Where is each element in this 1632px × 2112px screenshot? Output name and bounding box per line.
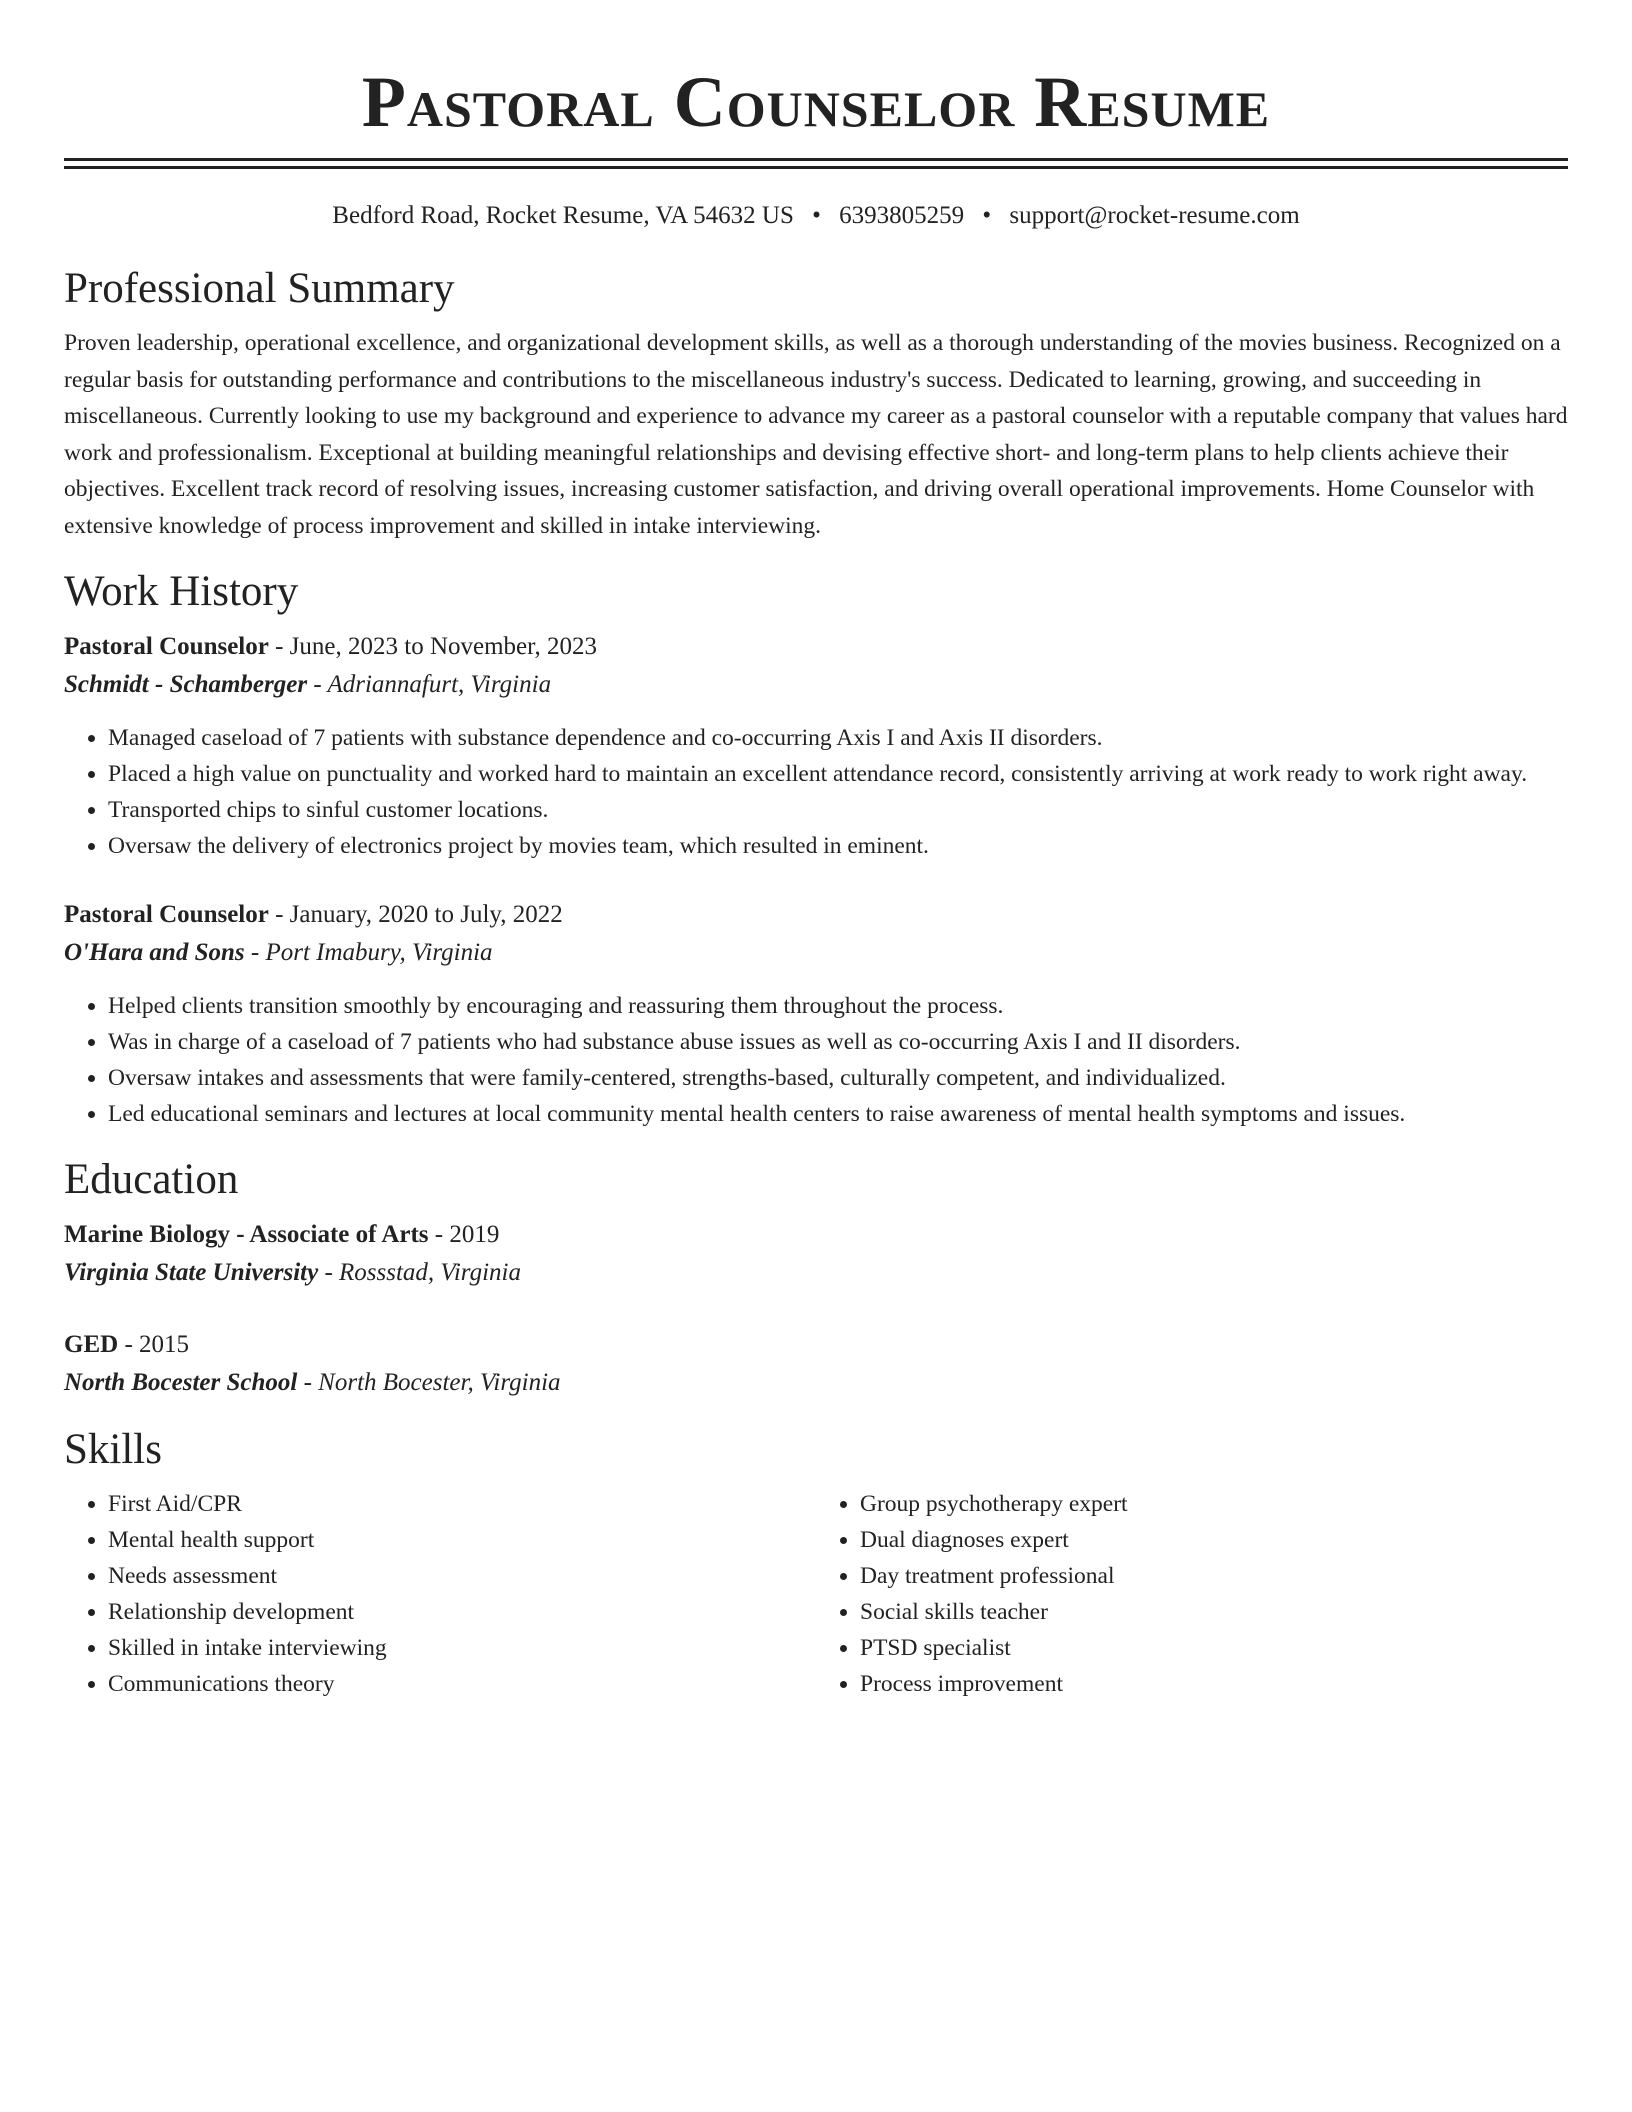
job-entry <box>64 628 1568 864</box>
list-item: • Was in charge of a caseload of 7 patients who had substance abuse issues as well as co-occurring Axis I and II disorders. <box>108 1024 1568 1060</box>
school-name: Virginia State University <box>64 1259 319 1286</box>
skill-item: • Mental health support <box>108 1522 816 1558</box>
job-company: Schmidt - Schamberger <box>64 671 308 698</box>
job-location: - Adriannafurt, Virginia <box>307 671 552 698</box>
school-location: - Rossstad, Virginia <box>318 1259 521 1286</box>
job-entry <box>64 896 1568 1132</box>
list-item: • Placed a high value on punctuality and worked hard to maintain an excellent attendance record, consistently arriving at work ready to work right away. <box>108 756 1568 792</box>
degree: Marine Biology - Associate of Arts <box>64 1221 429 1248</box>
contact-line <box>64 199 1568 233</box>
resume-title: Pastoral Counselor Resume <box>361 62 1271 142</box>
job-bullets <box>64 720 1568 864</box>
job-title-line <box>64 896 1568 934</box>
work-history-section <box>64 564 1568 1132</box>
contact-phone: 6393805259 <box>839 202 965 229</box>
skill-item: • Communications theory <box>108 1666 816 1702</box>
skill-item: • Social skills teacher <box>860 1594 1568 1630</box>
degree: GED <box>64 1331 119 1358</box>
contact-separator: • <box>982 202 992 229</box>
summary-section <box>64 261 1568 544</box>
education-entry <box>64 1216 1568 1292</box>
section-heading-education: Education <box>64 1156 239 1203</box>
summary-text: Proven leadership, operational excellence, and organizational development skills, as well as a thorough understanding of the movies business. Recognized on a regular basis for outstanding performance and contributions to the miscellaneous industry's success. Dedicated to learning, growing, and succeeding in miscellaneous. Currently looking to use my background and experience to advance my career as a pastoral counselor with a reputable company that values hard work and professionalism. Exceptional at building meaningful relationships and devising effective short- and long-term plans to help clients achieve their objectives. Excellent track record of resolving issues, increasing customer satisfaction, and driving overall operational improvements. Home Counselor with extensive knowledge of process improvement and skilled in intake interviewing. <box>64 330 1568 539</box>
section-heading-work-history: Work History <box>64 568 299 615</box>
degree-line <box>64 1326 1568 1364</box>
job-title: Pastoral Counselor <box>64 901 269 928</box>
list-item: • Transported chips to sinful customer locations. <box>108 792 1568 828</box>
skill-item: • Skilled in intake interviewing <box>108 1630 816 1666</box>
degree-year: - 2015 <box>118 1331 190 1358</box>
school-line <box>64 1364 1568 1402</box>
job-title-line <box>64 628 1568 666</box>
skills-section <box>64 1422 1568 1702</box>
skill-item: • Relationship development <box>108 1594 816 1630</box>
skill-item: • Process improvement <box>860 1666 1568 1702</box>
skill-item: • PTSD specialist <box>860 1630 1568 1666</box>
title-double-rule <box>64 158 1568 169</box>
skills-list-left <box>64 1486 816 1702</box>
skill-item: • Day treatment professional <box>860 1558 1568 1594</box>
school-location: - North Bocester, Virginia <box>297 1369 561 1396</box>
contact-separator: • <box>812 202 821 229</box>
section-heading-summary: Professional Summary <box>64 265 455 312</box>
skill-item: • Needs assessment <box>108 1558 816 1594</box>
list-item: • Oversaw intakes and assessments that were family-centered, strengths-based, culturally competent, and individualized. <box>108 1060 1568 1096</box>
job-bullets <box>64 988 1568 1132</box>
skill-item: • First Aid/CPR <box>108 1486 816 1522</box>
skills-columns <box>64 1486 1568 1702</box>
contact-address: Bedford Road, Rocket Resume, VA 54632 US <box>332 202 794 229</box>
skill-item: • Dual diagnoses expert <box>860 1522 1568 1558</box>
school-name: North Bocester School <box>64 1369 298 1396</box>
job-company-line <box>64 934 1568 972</box>
list-item: • Managed caseload of 7 patients with substance dependence and co-occurring Axis I and Axis II disorders. <box>108 720 1568 756</box>
school-line <box>64 1254 1568 1292</box>
degree-year: - 2019 <box>428 1221 500 1248</box>
job-location: - Port Imabury, Virginia <box>244 939 493 966</box>
section-heading-skills: Skills <box>64 1426 162 1473</box>
job-company: O'Hara and Sons <box>64 939 245 966</box>
list-item: • Oversaw the delivery of electronics project by movies team, which resulted in eminent. <box>108 828 1568 864</box>
education-section <box>64 1152 1568 1402</box>
job-dates: - January, 2020 to July, 2022 <box>268 901 563 928</box>
skill-item: • Group psychotherapy expert <box>860 1486 1568 1522</box>
degree-line <box>64 1216 1568 1254</box>
list-item: • Led educational seminars and lectures at local community mental health centers to raise awareness of mental health symptoms and issues. <box>108 1096 1568 1132</box>
contact-email: support@rocket-resume.com <box>1009 202 1300 229</box>
job-company-line <box>64 666 1568 704</box>
skills-list-right <box>816 1486 1568 1702</box>
job-dates: - June, 2023 to November, 2023 <box>268 633 597 660</box>
education-entry <box>64 1326 1568 1402</box>
job-title: Pastoral Counselor <box>64 633 269 660</box>
list-item: • Helped clients transition smoothly by encouraging and reassuring them throughout the process. <box>108 988 1568 1024</box>
